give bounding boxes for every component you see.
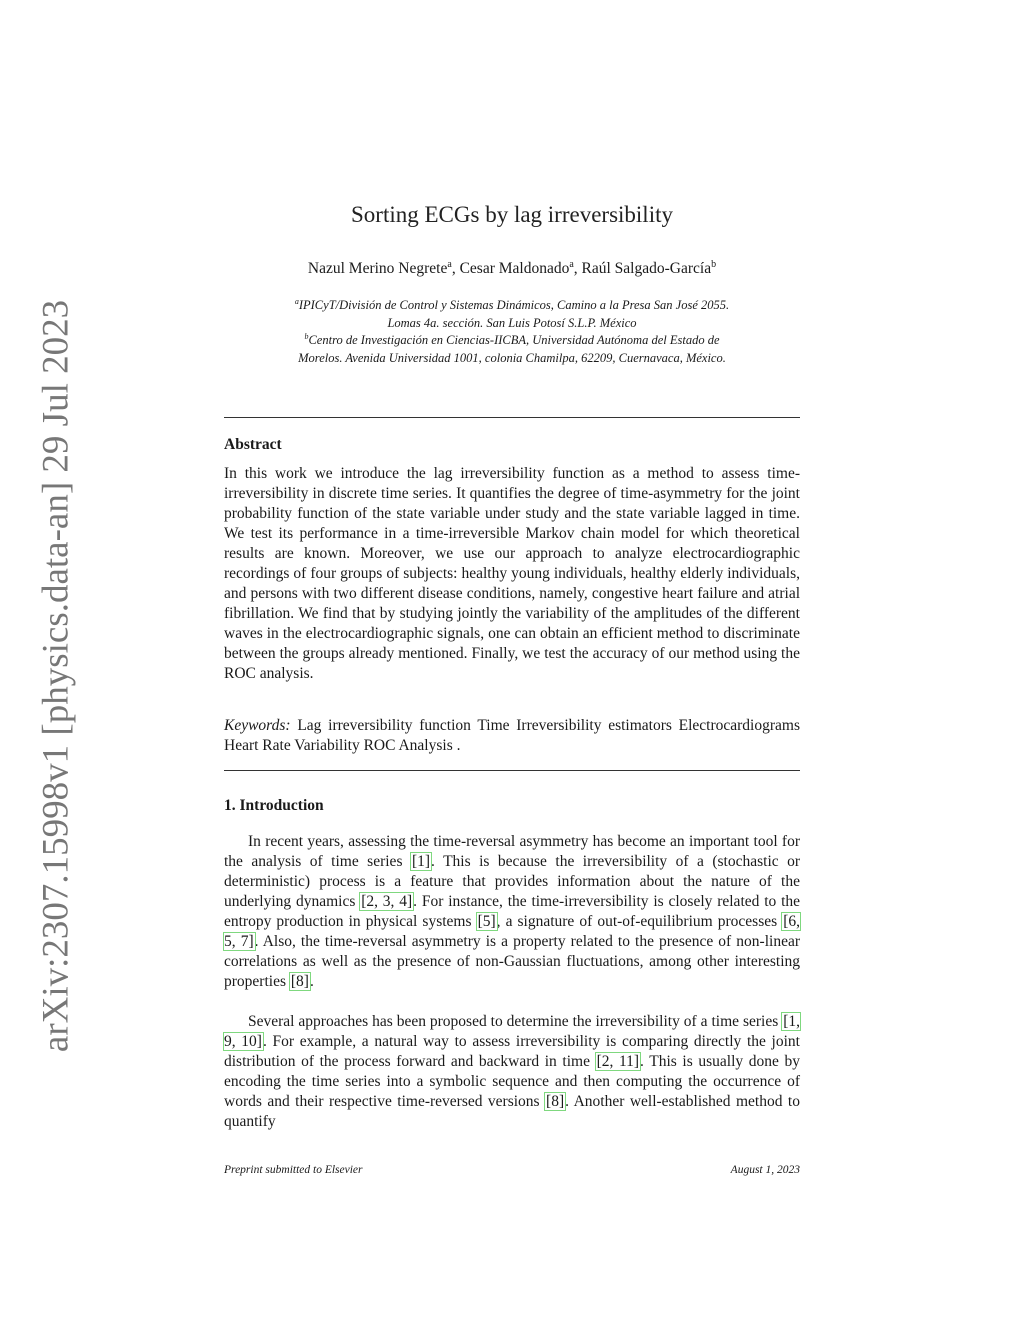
keywords: [224, 716, 800, 756]
citation-link[interactable]: [1, 9, 10]: [224, 1013, 800, 1050]
citation-link[interactable]: [2, 11]: [596, 1053, 640, 1070]
affiliation-line: Centro de Investigación en Ciencias-IICBA, Universidad Autónoma del Estado de: [308, 333, 720, 348]
citation-link[interactable]: [5]: [477, 913, 496, 930]
author-list: Nazul Merino Negrete$^a$, Cesar Maldonado$^a$, Raúl Salgado-García$^b$: [307, 259, 717, 278]
affiliation-line: IPICyT/División de Control y Sistemas Dinámicos, Camino a la Presa San José 2055.: [298, 298, 730, 313]
keywords-label: Keywords:: [224, 717, 291, 734]
keywords-text: Lag irreversibility function Time Irreversibility estimators Electrocardiograms Heart Rate Variability ROC Analysis .: [224, 717, 800, 754]
footer-preprint-note: Preprint submitted to Elsevier: [224, 1164, 363, 1176]
author-name: Nazul Merino Negrete: [307, 260, 448, 278]
intro-paragraph-2: Several approaches has been proposed to determine the irreversibility of a time series [1, 9, 10]. For example, a natural way to assess irreversibility is comparing directly the joint distribution of the process forward and backward in time [2, 11]. This is usually done by encoding the time series into a symbolic sequence and then computing the occurrence of words and their respective time-reversed versions [8]. Another well-established method to quantify: [224, 1013, 800, 1130]
author-affil-mark: a: [447, 259, 452, 270]
affiliation-line: Lomas 4a. sección. San Luis Potosí S.L.P. México: [387, 315, 637, 330]
abstract-top-rule: [224, 417, 800, 418]
affiliation-mark: b: [304, 332, 309, 341]
citation-link[interactable]: [8]: [290, 973, 309, 990]
affiliation-b: [224, 328, 800, 368]
arxiv-identifier-text: arXiv:2307.15998v1 [physics.data-an] 29 Jul 2023: [35, 299, 77, 1053]
author-affil-mark: b: [711, 259, 717, 270]
affiliation-mark: a: [294, 297, 299, 306]
footer-date: August 1, 2023: [730, 1164, 800, 1176]
intro-paragraph-1: In recent years, assessing the time-reversal asymmetry has become an important tool for the analysis of time series [1]. This is because the irreversibility of a (stochastic or deterministic) process is a feature that provides information about the nature of the underlying dynamics [2, 3, 4]. For instance, the time-irreversibility is closely related to the entropy production in physical systems [5], a signature of out-of-equilibrium processes [6, 5, 7]. Also, the time-reversal asymmetry is a property related to the presence of non-linear correlations as well as the presence of non-Gaussian fluctuations, among other interesting properties [8].: [224, 833, 801, 990]
citation-link[interactable]: [1]: [411, 853, 431, 870]
affiliation-a: [224, 293, 800, 333]
citation-link[interactable]: [6, 5, 7]: [224, 913, 800, 950]
abstract-text: In this work we introduce the lag irreversibility function as a method to assess time-irreversibility in discrete time series. It quantifies the degree of time-asymmetry for the joint probability function of the state variable under study and the state variable lagged in time. We test its performance in a time-irreversible Markov chain model for which theoretical results are known. Moreover, we use our approach to analyze electrocardiographic recordings of four groups of subjects: healthy young individuals, healthy elderly individuals, and persons with two different disease conditions, namely, congestive heart failure and atrial fibrillation. We find that by studying jointly the variability of the amplitudes of the different waves in the electrocardiographic signals, one can obtain an efficient method to discriminate between the groups already mentioned. Finally, we test the accuracy of our method using the ROC analysis.: [224, 465, 800, 682]
author-name: Cesar Maldonado: [459, 260, 570, 278]
abstract-bottom-rule: [224, 770, 800, 771]
author-name: Raúl Salgado-García: [581, 260, 712, 278]
section-heading-introduction: 1. Introduction: [224, 797, 324, 814]
arxiv-identifier: [0, 0, 77, 1053]
abstract-heading: Abstract: [224, 436, 282, 453]
citation-link[interactable]: [8]: [546, 1093, 565, 1110]
author-affil-mark: a: [569, 259, 574, 270]
paper-title: Sorting ECGs by lag irreversibility: [351, 202, 673, 227]
citation-link[interactable]: [2, 3, 4]: [361, 893, 413, 910]
affiliation-line: Morelos. Avenida Universidad 1001, colonia Chamilpa, 62209, Cuernavaca, México.: [298, 350, 726, 365]
